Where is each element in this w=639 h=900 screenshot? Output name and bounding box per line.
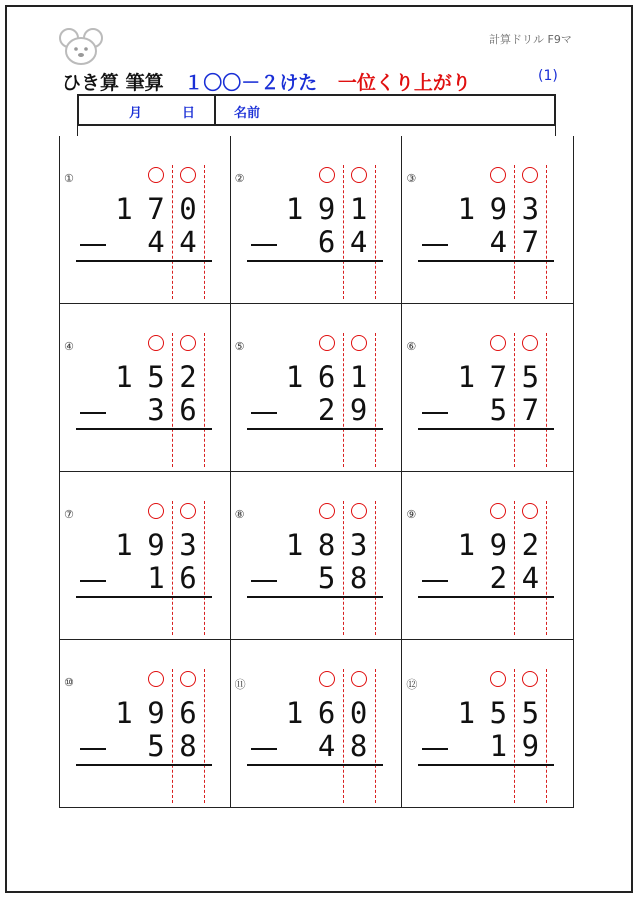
problem-cell — [402, 640, 574, 808]
minuend-digit: 1 — [349, 192, 368, 226]
problem-cell — [231, 136, 403, 304]
carry-circle — [490, 335, 506, 351]
problem-number: ⑤ — [234, 340, 245, 353]
answer-line — [76, 260, 212, 262]
carry-circle — [522, 503, 538, 519]
subtrahend-digit: 6 — [179, 393, 197, 427]
subtrahend-digit: 4 — [179, 225, 197, 259]
problem-number: ② — [234, 172, 245, 185]
problem-cell — [231, 640, 403, 808]
subtrahend-digit: 5 — [489, 393, 508, 427]
problem-grid — [59, 136, 574, 808]
column-guide-line — [204, 333, 205, 467]
answer-line — [76, 596, 212, 598]
column-guide-line — [343, 165, 344, 299]
name-bar — [77, 94, 556, 126]
problem-number: ③ — [406, 172, 417, 185]
answer-line — [247, 260, 383, 262]
subtrahend-digit: 7 — [521, 393, 540, 427]
subtrahend-digit: 6 — [317, 225, 336, 259]
column-guide-line — [343, 333, 344, 467]
minuend-digit: 5 — [147, 360, 165, 394]
problem-cell — [402, 304, 574, 472]
minuend-digit: 1 — [349, 360, 368, 394]
subtrahend-digit: 4 — [521, 561, 540, 595]
column-guide-line — [546, 165, 547, 299]
subtrahend-digit: 9 — [521, 729, 540, 763]
minuend-digit: 6 — [317, 696, 336, 730]
minus-sign — [251, 748, 277, 750]
minus-sign — [251, 412, 277, 414]
problem-cell — [59, 136, 231, 304]
minuend-digit: 1 — [457, 192, 476, 226]
subtrahend-digit: 4 — [317, 729, 336, 763]
problem-number: ⑨ — [406, 508, 417, 521]
answer-line — [76, 764, 212, 766]
minuend-digit: 7 — [489, 360, 508, 394]
subtrahend-digit: 1 — [489, 729, 508, 763]
carry-circle — [351, 335, 367, 351]
minuend-digit: 1 — [285, 192, 304, 226]
problem-cell — [402, 472, 574, 640]
column-guide-line — [546, 333, 547, 467]
answer-line — [247, 764, 383, 766]
column-guide-line — [546, 669, 547, 803]
problem-number: ④ — [64, 340, 74, 353]
subtrahend-digit: 8 — [179, 729, 197, 763]
connector-line — [77, 126, 78, 136]
minuend-digit: 9 — [489, 192, 508, 226]
minuend-digit: 0 — [179, 192, 197, 226]
carry-circle — [148, 503, 164, 519]
column-guide-line — [375, 501, 376, 635]
column-guide-line — [514, 669, 515, 803]
carry-circle — [351, 503, 367, 519]
column-guide-line — [514, 333, 515, 467]
minuend-digit: 1 — [285, 528, 304, 562]
column-guide-line — [172, 669, 173, 803]
minuend-digit: 9 — [317, 192, 336, 226]
column-guide-line — [172, 501, 173, 635]
mouse-face-icon — [58, 27, 104, 67]
subtrahend-digit: 5 — [147, 729, 165, 763]
minus-sign — [422, 412, 448, 414]
minuend-digit: 1 — [115, 696, 133, 730]
column-guide-line — [172, 165, 173, 299]
carry-circle — [180, 503, 196, 519]
minuend-digit: 1 — [115, 360, 133, 394]
column-guide-line — [204, 501, 205, 635]
minus-sign — [251, 244, 277, 246]
subtrahend-digit: 5 — [317, 561, 336, 595]
minuend-digit: 3 — [521, 192, 540, 226]
carry-circle — [351, 167, 367, 183]
minuend-digit: 2 — [179, 360, 197, 394]
column-guide-line — [204, 669, 205, 803]
answer-line — [247, 428, 383, 430]
minus-sign — [80, 244, 106, 246]
minus-sign — [80, 412, 106, 414]
problem-cell — [402, 136, 574, 304]
problem-cell — [231, 472, 403, 640]
problem-cell — [231, 304, 403, 472]
day-label: 日 — [182, 106, 196, 121]
minus-sign — [422, 748, 448, 750]
minuend-digit: 7 — [147, 192, 165, 226]
month-label: 月 — [129, 106, 143, 121]
answer-line — [247, 596, 383, 598]
minuend-digit: 6 — [179, 696, 197, 730]
carry-circle — [180, 671, 196, 687]
minuend-digit: 5 — [521, 360, 540, 394]
problem-cell — [59, 304, 231, 472]
minuend-digit: 9 — [147, 696, 165, 730]
minuend-digit: 1 — [285, 696, 304, 730]
column-guide-line — [375, 165, 376, 299]
minus-sign — [422, 580, 448, 582]
column-guide-line — [343, 501, 344, 635]
minuend-digit: 3 — [349, 528, 368, 562]
subtrahend-digit: 4 — [489, 225, 508, 259]
problem-number: ⑪ — [234, 678, 246, 691]
minus-sign — [80, 748, 106, 750]
connector-line — [555, 126, 556, 136]
carry-circle — [148, 167, 164, 183]
problem-cell — [59, 640, 231, 808]
name-label: 名前 — [234, 106, 261, 121]
column-guide-line — [204, 165, 205, 299]
column-guide-line — [546, 501, 547, 635]
minuend-digit: 6 — [317, 360, 336, 394]
title-digits: １〇〇－２けた — [184, 72, 318, 94]
column-guide-line — [172, 333, 173, 467]
brand-label: 計算ドリル F9マ — [489, 33, 572, 46]
subtrahend-digit: 7 — [521, 225, 540, 259]
answer-line — [418, 260, 554, 262]
subtrahend-digit: 9 — [349, 393, 368, 427]
minuend-digit: 1 — [285, 360, 304, 394]
column-guide-line — [375, 669, 376, 803]
column-guide-line — [514, 165, 515, 299]
minus-sign — [251, 580, 277, 582]
carry-circle — [319, 671, 335, 687]
minuend-digit: 9 — [147, 528, 165, 562]
minuend-digit: 5 — [489, 696, 508, 730]
subtrahend-digit: 4 — [349, 225, 368, 259]
carry-circle — [490, 503, 506, 519]
name-bar-divider — [214, 96, 216, 124]
answer-line — [418, 764, 554, 766]
carry-circle — [180, 167, 196, 183]
carry-circle — [490, 167, 506, 183]
problem-number: ⑥ — [406, 340, 417, 353]
answer-line — [76, 428, 212, 430]
problem-number: ① — [64, 172, 74, 185]
subtrahend-digit: 4 — [147, 225, 165, 259]
carry-circle — [522, 167, 538, 183]
minuend-digit: 3 — [179, 528, 197, 562]
carry-circle — [351, 671, 367, 687]
carry-circle — [319, 167, 335, 183]
minuend-digit: 5 — [521, 696, 540, 730]
minus-sign — [422, 244, 448, 246]
column-guide-line — [375, 333, 376, 467]
carry-circle — [522, 671, 538, 687]
minuend-digit: 8 — [317, 528, 336, 562]
sheet-number: (1) — [538, 68, 558, 84]
problem-number: ⑦ — [64, 508, 74, 521]
subtrahend-digit: 6 — [179, 561, 197, 595]
minuend-digit: 9 — [489, 528, 508, 562]
minus-sign — [80, 580, 106, 582]
subtrahend-digit: 8 — [349, 729, 368, 763]
carry-circle — [148, 335, 164, 351]
column-guide-line — [514, 501, 515, 635]
carry-circle — [522, 335, 538, 351]
problem-number: ⑫ — [406, 678, 418, 691]
problem-number: ⑩ — [64, 676, 74, 689]
problem-number: ⑧ — [234, 508, 245, 521]
minuend-digit: 2 — [521, 528, 540, 562]
subtrahend-digit: 2 — [317, 393, 336, 427]
subtrahend-digit: 2 — [489, 561, 508, 595]
title-operation: ひき算 筆算 — [62, 72, 164, 94]
title-carry: 一位くり上がり — [337, 72, 471, 94]
carry-circle — [180, 335, 196, 351]
minuend-digit: 1 — [115, 192, 133, 226]
carry-circle — [490, 671, 506, 687]
worksheet-title — [62, 68, 471, 95]
subtrahend-digit: 3 — [147, 393, 165, 427]
carry-circle — [148, 671, 164, 687]
subtrahend-digit: 1 — [147, 561, 165, 595]
minuend-digit: 0 — [349, 696, 368, 730]
minuend-digit: 1 — [457, 528, 476, 562]
minuend-digit: 1 — [115, 528, 133, 562]
minuend-digit: 1 — [457, 360, 476, 394]
carry-circle — [319, 335, 335, 351]
carry-circle — [319, 503, 335, 519]
problem-cell — [59, 472, 231, 640]
minuend-digit: 1 — [457, 696, 476, 730]
subtrahend-digit: 8 — [349, 561, 368, 595]
answer-line — [418, 596, 554, 598]
answer-line — [418, 428, 554, 430]
column-guide-line — [343, 669, 344, 803]
